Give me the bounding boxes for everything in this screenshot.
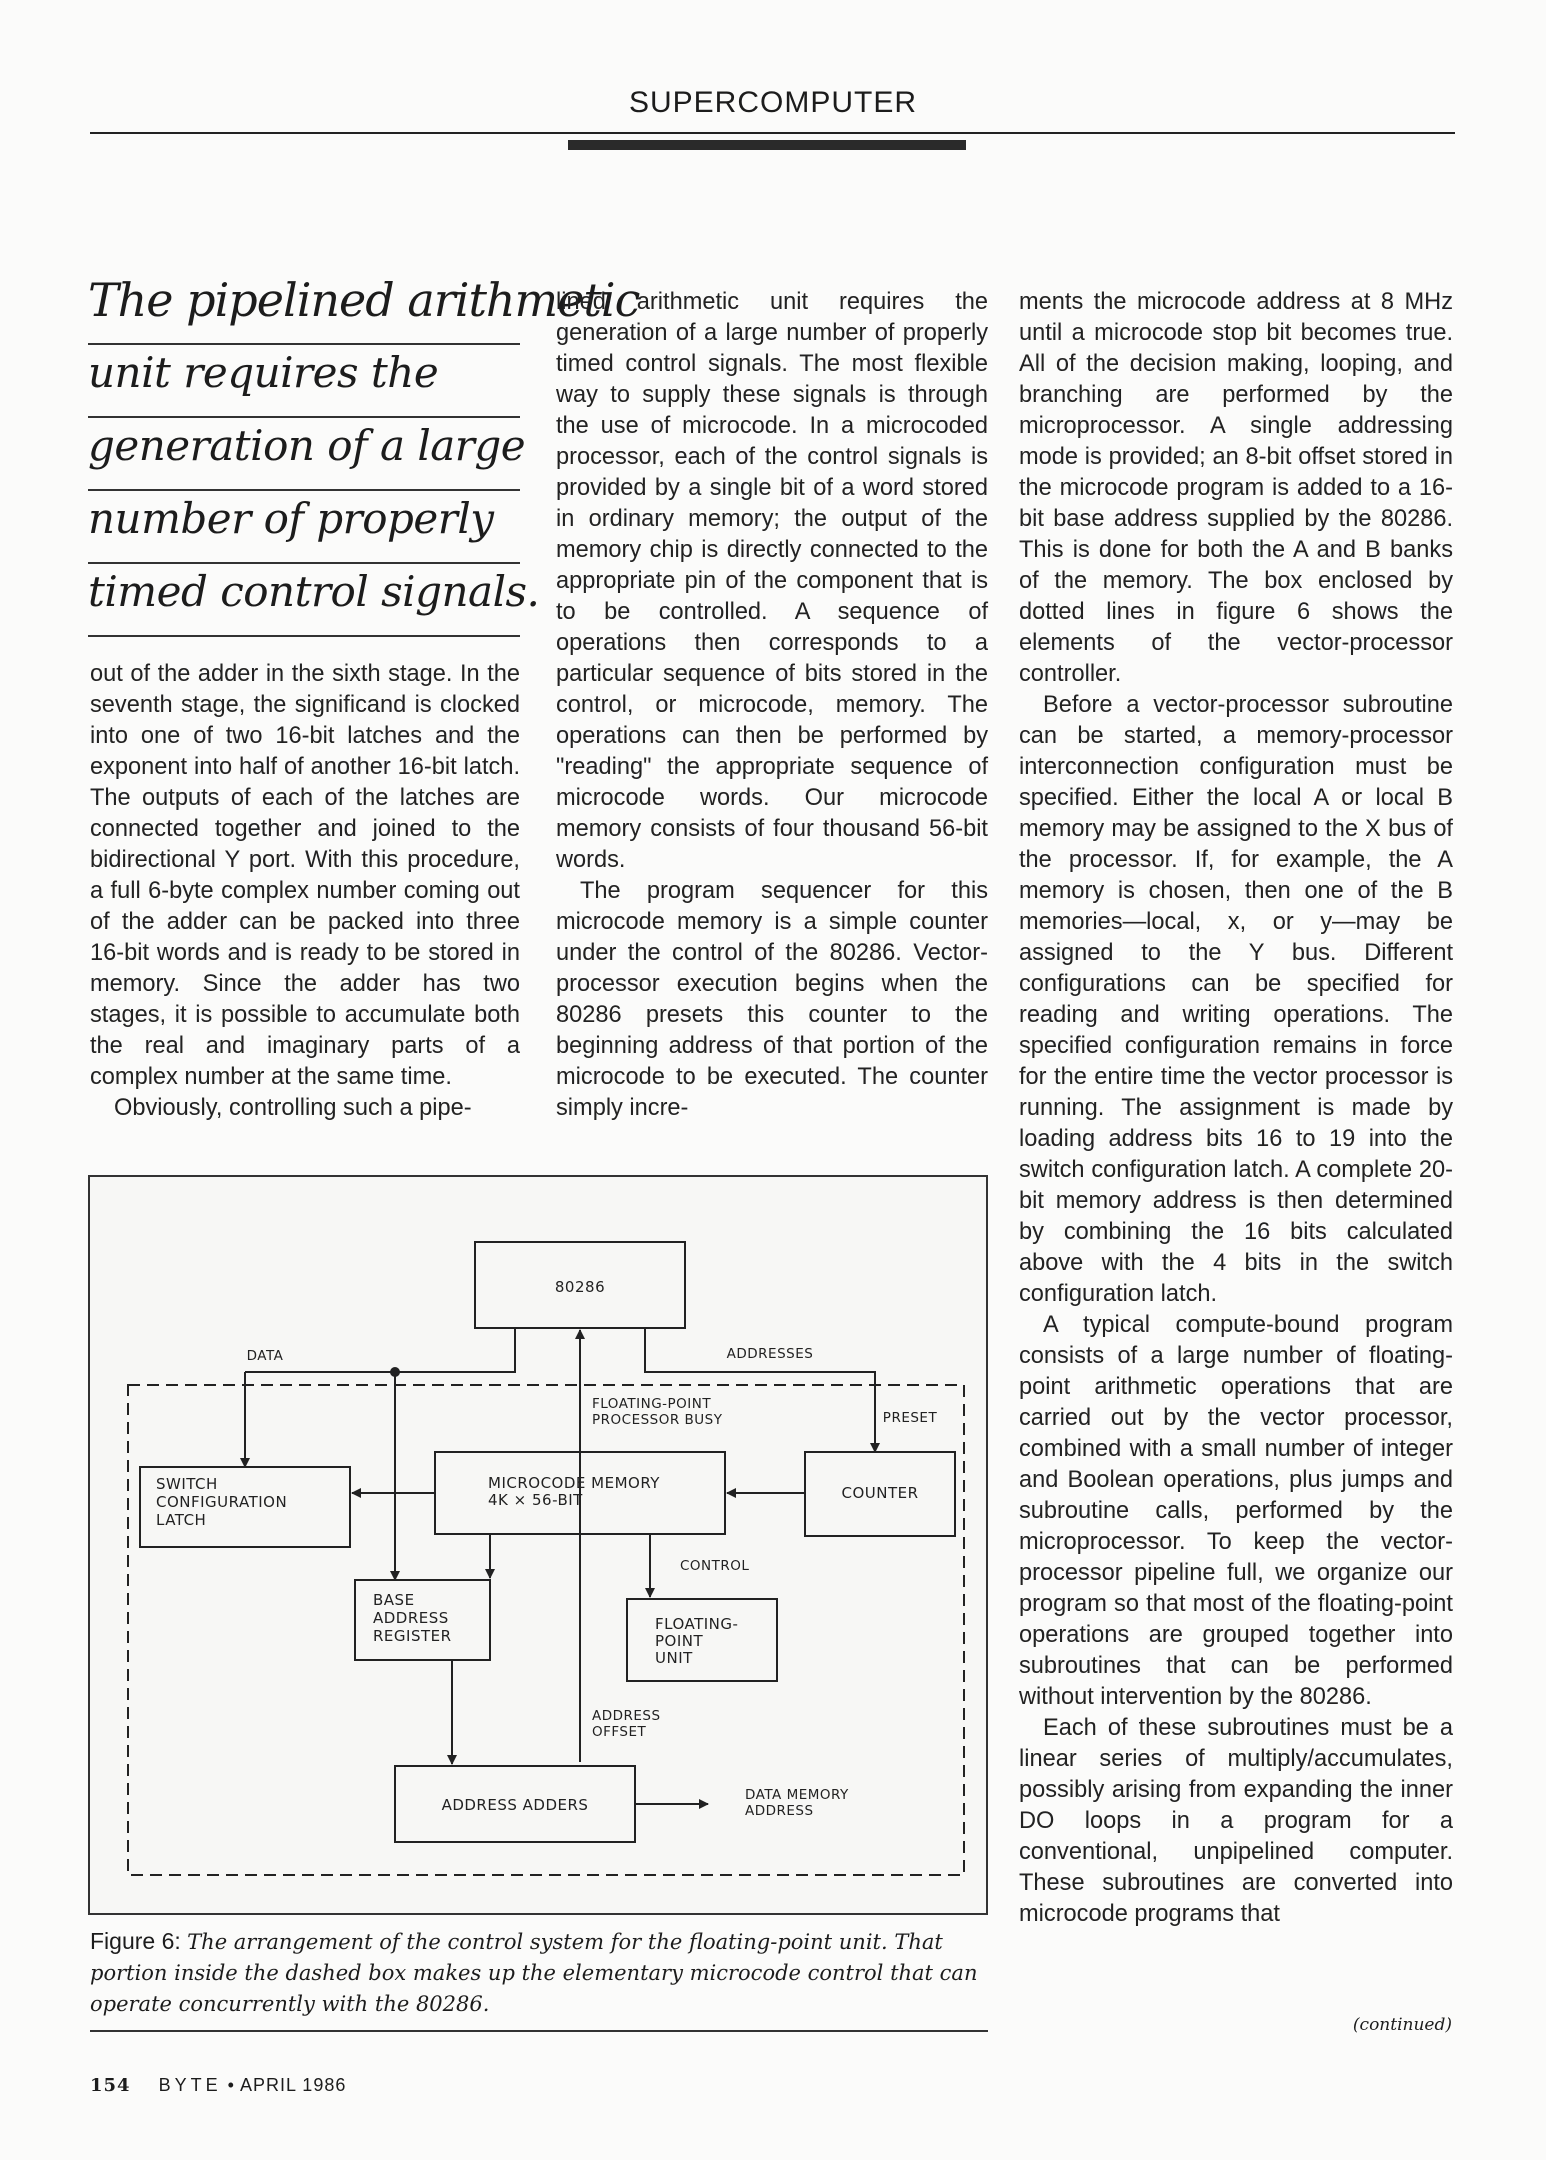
addresses-label: ADDRESSES bbox=[726, 1346, 814, 1362]
fpu-label-3: UNIT bbox=[655, 1649, 693, 1667]
address-offset-label-2: OFFSET bbox=[592, 1724, 647, 1740]
body-column-2 bbox=[556, 287, 988, 1124]
data-bus-line bbox=[245, 1328, 515, 1372]
header-rule bbox=[90, 132, 1455, 134]
block-diagram bbox=[90, 1177, 990, 1917]
paragraph: The program sequencer for this microcode memory is a simple counter under the control of the 80286. Vector-processor execution begins when the 80286 presets this counter to the beginning address of that portion of the microcode to be executed. The counter simply incre- bbox=[556, 878, 988, 1121]
paragraph: Before a vector-processor subroutine can be started, a memory-processor interconnection configuration must be specified. Either the local A or local B memory may be assigned to the X bus of the processor. If, for example, the A memory is chosen, then one of the B memories—local, x, or y—may be assigned to the Y bus. Different configurations can be specified for reading and writing operations. The specified configuration remains in force for the entire time the vector processor is running. The assignment is made by loading address bits 16 to 19 into the switch configuration latch. A complete 20-bit memory address is then determined by combining the 16 bits calculated above with the 4 bits in the switch configuration latch. bbox=[1019, 692, 1453, 1307]
base-address-label-2: ADDRESS bbox=[373, 1609, 449, 1627]
pull-quote-line: number of properly bbox=[88, 491, 520, 564]
switch-latch-label-1: SWITCH bbox=[156, 1475, 218, 1493]
caption-text: The arrangement of the control system for the floating-point unit. That portion inside the dashed box makes up the elementary microcode control that can operate concurrently with the 80286. bbox=[90, 1930, 978, 2016]
control-label: CONTROL bbox=[680, 1558, 750, 1574]
body-column-3 bbox=[1019, 287, 1453, 1930]
caption-rule bbox=[90, 2030, 988, 2032]
paragraph: out of the adder in the sixth stage. In the seventh stage, the significand is clocked into one of two 16-bit latches and the exponent into half of another 16-bit latch. The outputs of each of the latches are connected together and joined to the bidirectional Y port. With this procedure, a full 6-byte complex number coming out of the adder can be packed into three 16-bit words and is ready to be stored in memory. Since the adder has two stages, it is possible to accumulate both the real and imaginary parts of a complex number at the same time. bbox=[90, 661, 520, 1090]
footer-separator: • bbox=[227, 2075, 235, 2095]
microcode-label-2: 4K × 56-BIT bbox=[488, 1491, 583, 1509]
fpu-label-1: FLOATING- bbox=[655, 1615, 739, 1633]
data-label: DATA bbox=[246, 1348, 284, 1364]
pull-quote-line: generation of a large bbox=[88, 418, 520, 491]
pull-quote-line: The pipelined arithmetic bbox=[88, 272, 520, 345]
page-number: 154 bbox=[90, 2075, 131, 2096]
issue-date: APRIL 1986 bbox=[239, 2075, 347, 2095]
data-memory-label-1: DATA MEMORY bbox=[745, 1787, 849, 1803]
paragraph: lined arithmetic unit requires the generation of a large number of properly timed control signals. The most flexible way to supply these signals is through the use of microcode. In a microcoded processor, each of the control signals is provided by a single bit of a word stored in ordinary memory; the output of the memory chip is directly connected to the appropriate pin of the component that is to be controlled. A sequence of operations then corresponds to a particular sequence of bits stored in the control, or microcode, memory. The operations can then be performed by "reading" the appropriate sequence of microcode words. Our microcode memory consists of four thousand 56-bit words. bbox=[556, 289, 988, 873]
magazine-name: BYTE bbox=[158, 2075, 222, 2095]
switch-latch-label-2: CONFIGURATION bbox=[156, 1493, 288, 1511]
base-address-label-1: BASE bbox=[373, 1591, 415, 1609]
paragraph: Each of these subroutines must be a linear series of multiply/accumulates, possibly arising from expanding the inner DO loops in a program for a conventional, unpipelined computer. These subroutines are converted into microcode programs that bbox=[1019, 1715, 1453, 1927]
page-footer bbox=[90, 2075, 346, 2096]
counter-label: COUNTER bbox=[841, 1484, 919, 1502]
fpp-busy-label-2: PROCESSOR BUSY bbox=[592, 1412, 723, 1428]
preset-label: PRESET bbox=[882, 1410, 938, 1426]
paragraph: Obviously, controlling such a pipe- bbox=[114, 1095, 472, 1121]
data-memory-label-2: ADDRESS bbox=[745, 1803, 814, 1819]
fpp-busy-label-1: FLOATING-POINT bbox=[592, 1396, 712, 1412]
header-bar bbox=[568, 140, 966, 150]
pull-quote-line: unit requires the bbox=[88, 345, 520, 418]
paragraph: A typical compute-bound program consists of a large number of floating-point arithmetic operations that are carried out by the vector processor, combined with a small number of integer and Boolean operations, plus jumps and subroutine calls, performed by the microprocessor. To keep the vector-processor pipeline full, we organize our program so that most of the floating-point operations are grouped together into subroutines that can be performed without intervention by the 80286. bbox=[1019, 1312, 1453, 1710]
pull-quote-line: timed control signals. bbox=[88, 564, 520, 637]
switch-latch-label-3: LATCH bbox=[156, 1511, 207, 1529]
figure-6-diagram bbox=[88, 1175, 988, 1915]
base-address-label-3: REGISTER bbox=[373, 1627, 452, 1645]
pull-quote bbox=[88, 272, 640, 637]
cpu-label: 80286 bbox=[554, 1278, 606, 1296]
figure-caption bbox=[90, 1926, 988, 2019]
continued-note: (continued) bbox=[1352, 2015, 1452, 2035]
microcode-label-1: MICROCODE MEMORY bbox=[488, 1474, 660, 1492]
bus-junction-dot bbox=[390, 1367, 400, 1377]
fpu-label-2: POINT bbox=[655, 1632, 704, 1650]
running-header: SUPERCOMPUTER bbox=[628, 86, 918, 119]
address-offset-label-1: ADDRESS bbox=[592, 1708, 661, 1724]
address-adders-label: ADDRESS ADDERS bbox=[441, 1796, 589, 1814]
caption-label: Figure 6: bbox=[90, 1928, 181, 1954]
paragraph: ments the microcode address at 8 MHz until a microcode stop bit becomes true. All of the decision making, looping, and branching are performed by the microprocessor. A single addressing mode is provided; an 8-bit offset stored in the microcode program is added to a 16-bit base address supplied by the 80286. This is done for both the A and B banks of the memory. The box enclosed by dotted lines in figure 6 shows the elements of the vector-processor controller. bbox=[1019, 289, 1453, 687]
body-column-1 bbox=[90, 659, 520, 1124]
